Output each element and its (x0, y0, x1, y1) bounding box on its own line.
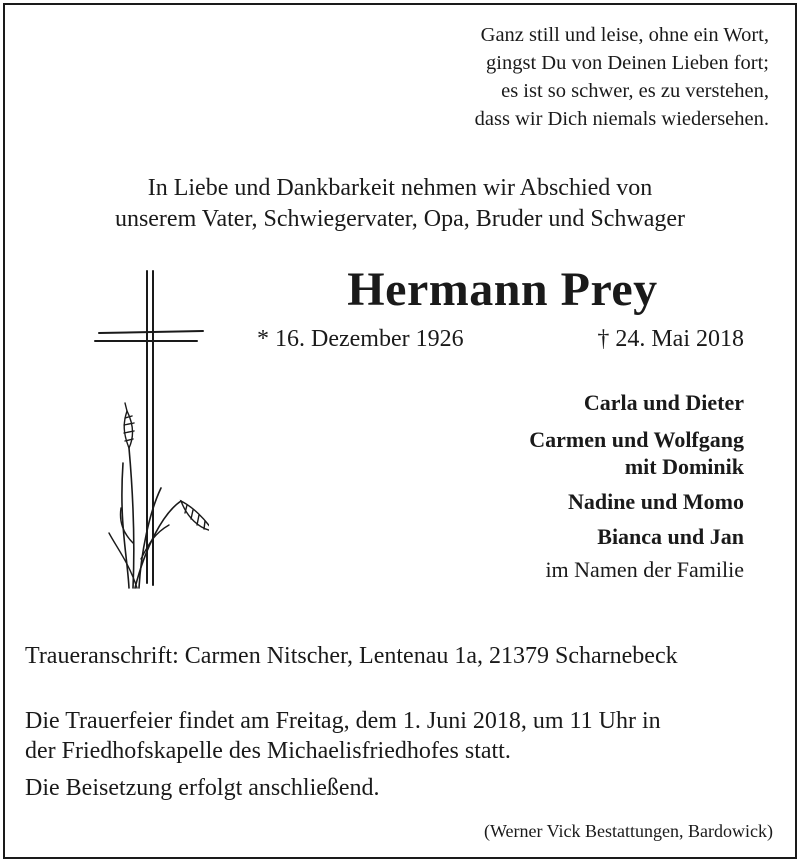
family-closing: im Namen der Familie (545, 557, 744, 582)
ceremony-line: Die Trauerfeier findet am Freitag, dem 1. Juni 2018, um 11 Uhr in (25, 708, 661, 734)
intro-line: unserem Vater, Schwiegervater, Opa, Bruder und Schwager (114, 206, 686, 232)
intro-line: In Liebe und Dankbarkeit nehmen wir Abschied von (147, 175, 653, 201)
deceased-name: Hermann Prey (347, 263, 658, 316)
birth-date: * 16. Dezember 1926 (257, 326, 464, 352)
family-member: Carmen und Wolfgang (529, 427, 744, 452)
obituary-notice (3, 3, 797, 859)
poem-line: gingst Du von Deinen Lieben fort; (486, 52, 769, 74)
family-list (529, 389, 744, 583)
poem (475, 21, 769, 133)
intro-text (5, 173, 795, 235)
family-group (529, 426, 744, 480)
family-member: mit Dominik (624, 454, 744, 479)
family-member: Nadine und Momo (567, 489, 744, 514)
ceremony-info (25, 706, 661, 766)
cross-with-wheat-icon (89, 263, 209, 603)
family-member: Bianca und Jan (597, 524, 744, 549)
ceremony-line: der Friedhofskapelle des Michaelisfriedhofes statt. (25, 738, 511, 764)
poem-line: es ist so schwer, es zu verstehen, (501, 80, 769, 102)
poem-line: Ganz still und leise, ohne ein Wort, (480, 24, 769, 46)
family-group (529, 389, 744, 416)
mourning-address: Traueranschrift: Carmen Nitscher, Lentenau 1a, 21379 Scharnebeck (25, 643, 678, 669)
undertaker-credit: (Werner Vick Bestattungen, Bardowick) (483, 821, 773, 841)
family-member: Carla und Dieter (583, 390, 744, 415)
poem-line: dass wir Dich niemals wiedersehen. (474, 108, 769, 130)
burial-info: Die Beisetzung erfolgt anschließend. (25, 775, 380, 801)
family-group (529, 523, 744, 550)
family-group (529, 488, 744, 515)
death-date: † 24. Mai 2018 (597, 326, 744, 352)
